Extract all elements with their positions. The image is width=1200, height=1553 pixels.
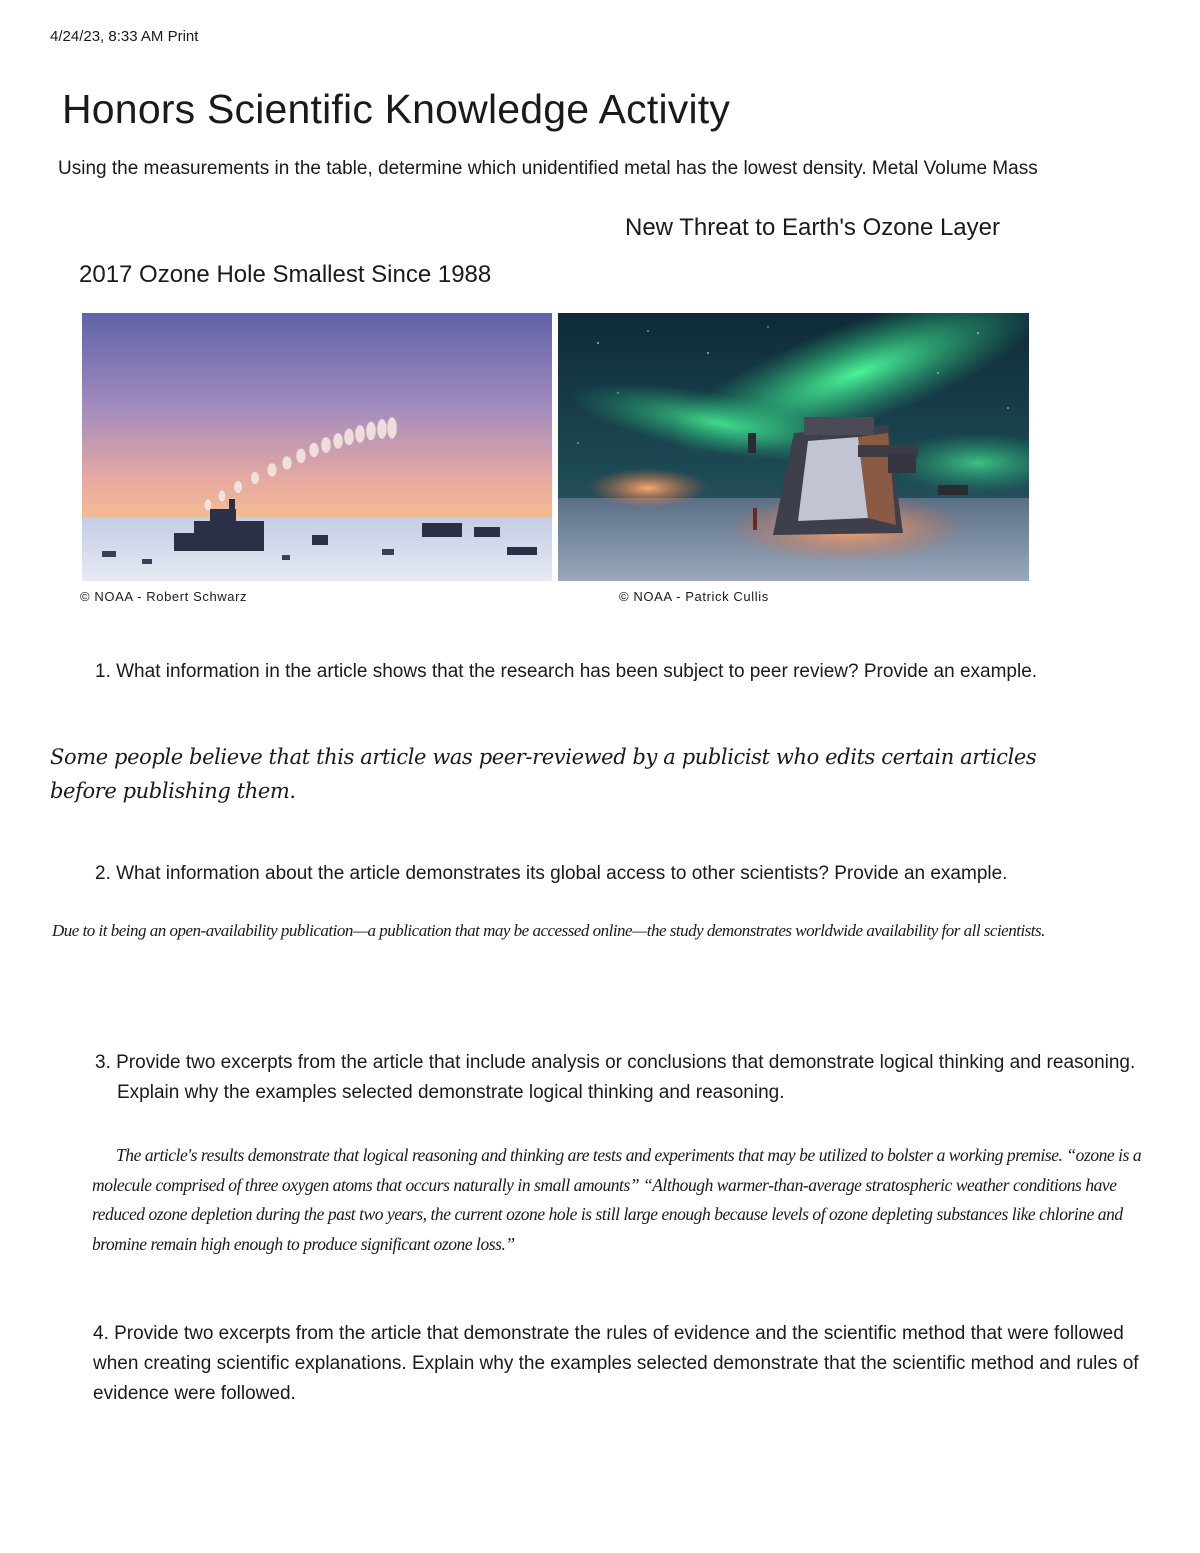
intro-text: Using the measurements in the table, determine which unidentified metal has the lowest density. Metal Volume Mass (58, 158, 1038, 179)
answer-1: Some people believe that this article was peer-reviewed by a publicist who edits certain articles before publishing them. (50, 745, 1037, 803)
aurora-observatory-photo (558, 313, 1029, 581)
photo-credit-left: © NOAA - Robert Schwarz (80, 589, 248, 604)
page-title: Honors Scientific Knowledge Activity (62, 86, 731, 132)
question-2: 2. What information about the article demonstrates its global access to other scientists? Provide an example. (95, 863, 1008, 884)
question-4: 4. Provide two excerpts from the article that demonstrate the rules of evidence and the scientific method that were followed when creating scientific explanations. Explain why the examples selected demonstrate that the scientific method and rules of evidence were followed. (93, 1323, 1139, 1404)
photo-credit-right: © NOAA - Patrick Cullis (619, 589, 769, 604)
answer-3: The article's results demonstrate that logical reasoning and thinking are tests and experiments that may be utilized to bolster a working premise. “ozone is a molecule comprised of three oxygen atoms that occurs naturally in small amounts” “Although warmer-than-average stratospheric weather conditions have reduced ozone depletion during the past two years, the current ozone hole is still large enough because levels of ozone depleting substances like chlorine and bromine remain high enough to produce significant ozone loss.” (92, 1145, 1142, 1254)
question-3: 3. Provide two excerpts from the article that include analysis or conclusions that demonstrate logical thinking and reasoning. Explain why the examples selected demonstrate logical thinking and reasoning. (95, 1052, 1136, 1103)
question-1: 1. What information in the article shows that the research has been subject to peer review? Provide an example. (95, 661, 1038, 682)
article-headline-ozone-threat: New Threat to Earth's Ozone Layer (625, 214, 1000, 241)
article-headline-ozone-hole: 2017 Ozone Hole Smallest Since 1988 (79, 261, 492, 288)
balloon-launch-photo (82, 313, 552, 581)
print-header: 4/24/23, 8:33 AM Print (50, 28, 199, 45)
answer-2: Due to it being an open-availability publication—a publication that may be accessed online—the study demonstrates worldwide availability for all scientists. (52, 921, 1045, 940)
